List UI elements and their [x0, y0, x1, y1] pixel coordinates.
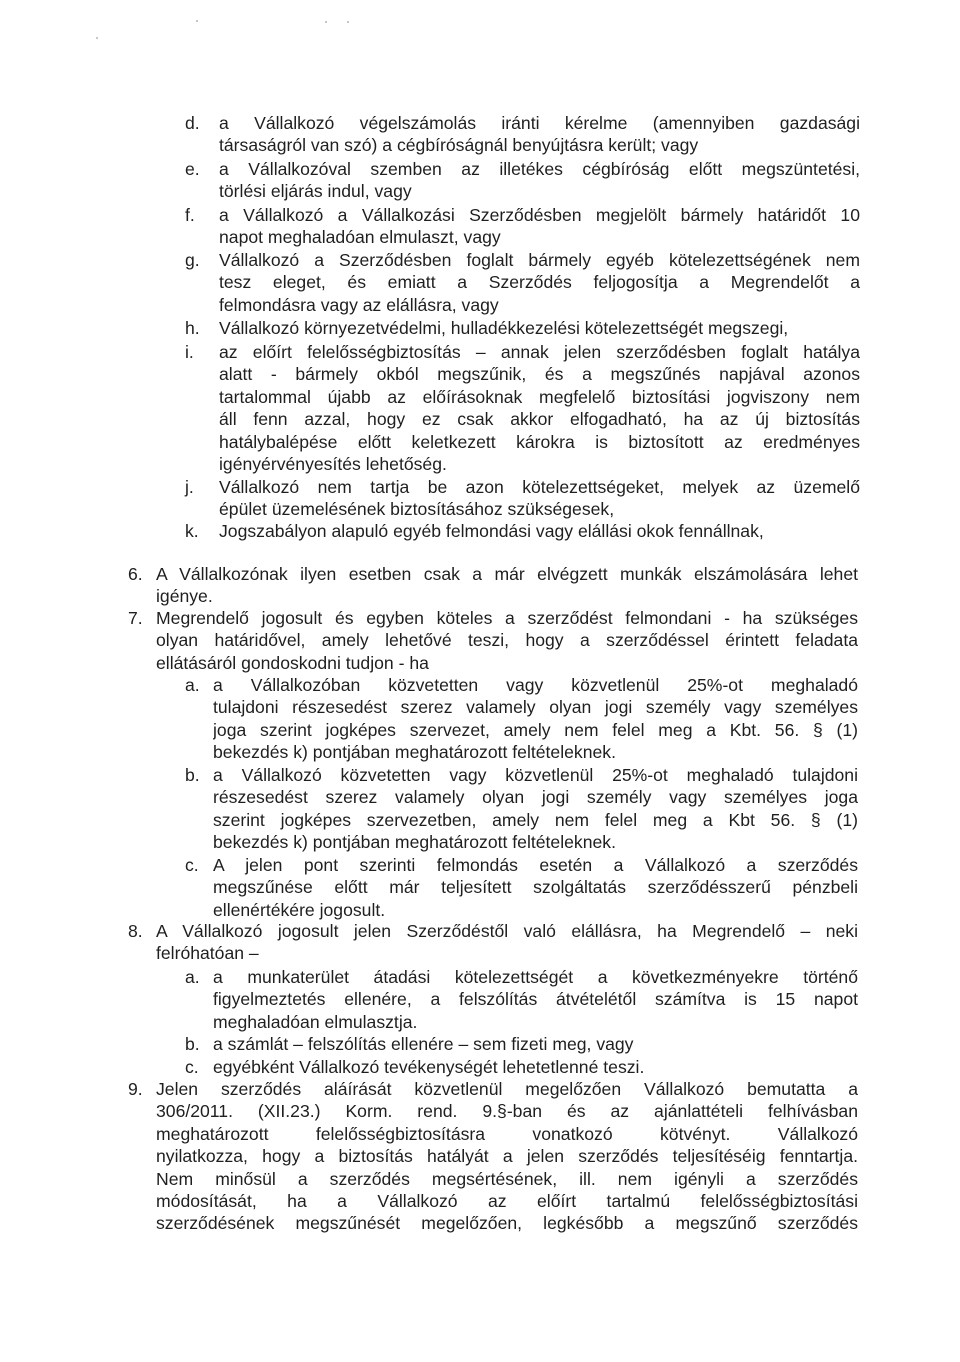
text-line: megszűnése előtt már teljesített szolgáltatás szerződésszerű pénzbeli — [213, 877, 858, 898]
text-line: Jogszabályon alapuló egyéb felmondási vagy elállási okok fennállnak, — [219, 521, 764, 541]
text-line: A Vállalkozónak ilyen esetben csak a már elvégzett munkák elszámolására lehet — [156, 564, 858, 584]
text-line: felróhatóan – — [156, 943, 259, 964]
list-item-e — [185, 158, 860, 203]
text-line: nyilatkozza, hogy a biztosítás hatályát a jelen szerződés teljesítéséig fenntartja. — [156, 1146, 858, 1167]
list-label: c. — [185, 1057, 199, 1077]
text-line: igényérvényesítés lehetőség. — [219, 453, 447, 474]
list-item-d — [185, 112, 860, 157]
list-item-g — [185, 249, 860, 316]
section-number: 9. — [128, 1079, 143, 1099]
scan-speck — [325, 21, 327, 23]
text-line: Vállalkozó környezetvédelmi, hulladékkezelési kötelezettségét megszegi, — [219, 318, 789, 338]
text-line: figyelmeztetés ellenére, a felszólítás átvételétől számítva is 15 napot — [213, 989, 858, 1010]
list-label: g. — [185, 250, 200, 270]
section-7-item-b — [185, 764, 858, 854]
text-line: igénye. — [156, 586, 213, 607]
section-7-item-a — [185, 674, 858, 764]
section-number: 6. — [128, 564, 143, 584]
section-6 — [128, 563, 858, 608]
section-7 — [128, 607, 858, 674]
text-line: társaságról van szó) a cégbíróságnál benyújtásra került; vagy — [219, 135, 699, 156]
section-number: 8. — [128, 921, 143, 941]
text-line: a Vállalkozó a Vállalkozási Szerződésben megjelölt bármely határidőt 10 — [219, 205, 860, 225]
list-label: b. — [185, 765, 200, 785]
list-label: i. — [185, 342, 194, 362]
list-label: a. — [185, 675, 200, 695]
text-line: áll fenn azzal, hogy ez csak akkor elfogadható, ha az új biztosítás — [219, 409, 860, 430]
scan-speck — [196, 20, 198, 22]
text-line: Vállalkozó a Szerződésben foglalt bármely egyéb kötelezettségének nem — [219, 250, 860, 270]
text-line: A jelen pont szerinti felmondás esetén a Vállalkozó a szerződés — [213, 855, 858, 875]
list-label: c. — [185, 855, 199, 875]
scan-speck — [347, 21, 349, 23]
list-label: j. — [185, 477, 194, 497]
text-line: meghaladóan elmulasztja. — [213, 1011, 418, 1032]
text-line: joga szerint jogképes szervezet, amely nem felel meg a Kbt. 56. § (1) — [213, 719, 858, 740]
list-label: e. — [185, 159, 200, 179]
text-line: bekezdés k) pontjában meghatározott feltételeknek. — [213, 832, 616, 853]
list-label: k. — [185, 521, 199, 541]
section-9 — [128, 1078, 858, 1235]
text-line: szerint jogképes szervezetben, amely nem felel meg a Kbt 56. § (1) — [213, 809, 858, 830]
list-label: f. — [185, 205, 195, 225]
list-item-h — [185, 317, 860, 339]
text-line: a munkaterület átadási kötelezettségét a következményekre történő — [213, 967, 858, 987]
section-8-item-b — [185, 1033, 858, 1055]
text-line: Vállalkozó nem tartja be azon kötelezettségeket, melyek az üzemelő — [219, 477, 860, 497]
text-line: egyébként Vállalkozó tevékenységét lehetetlenné teszi. — [213, 1057, 645, 1077]
text-line: napot meghaladóan elmulaszt, vagy — [219, 227, 501, 248]
text-line: Nem minősül a szerződés megsértésének, ill. nem igényli a szerződés — [156, 1168, 858, 1189]
scan-speck — [96, 37, 98, 39]
list-label: h. — [185, 318, 200, 338]
text-line: olyan határidővel, amely lehetővé teszi, hogy a szerződéssel érintett feladata — [156, 630, 858, 651]
text-line: módosítását, ha a Vállalkozó az előírt tartalmú felelősségbiztosítási — [156, 1190, 858, 1211]
text-line: törlési eljárás indul, vagy — [219, 181, 412, 202]
list-item-i — [185, 341, 860, 475]
list-label: d. — [185, 113, 200, 133]
text-line: szerződésének megszűnését megelőzően, legkésőbb a megszűnő szerződés — [156, 1213, 858, 1234]
text-line: részesedést szerez valamely olyan jogi személy vagy személyes joga — [213, 787, 858, 808]
text-line: a Vállalkozóval szemben az illetékes cégbíróság előtt megszüntetési, — [219, 159, 860, 179]
list-item-j — [185, 476, 860, 521]
text-line: a számlát – felszólítás ellenére – sem fizeti meg, vagy — [213, 1034, 634, 1054]
text-line: ellátásáról gondoskodni tudjon - ha — [156, 652, 429, 673]
section-8-item-a — [185, 966, 858, 1033]
text-line: a Vállalkozó végelszámolás iránti kérelme (amennyiben gazdasági — [219, 113, 860, 133]
text-line: tartalommal újabb az előírásoknak megfelelő biztosítási jogviszony nem — [219, 386, 860, 407]
section-number: 7. — [128, 608, 143, 628]
text-line: a Vállalkozó közvetetten vagy közvetlenül 25%-ot meghaladó tulajdoni — [213, 765, 858, 785]
list-label: a. — [185, 967, 200, 987]
list-item-f — [185, 204, 860, 249]
text-line: A Vállalkozó jogosult jelen Szerződéstől való elállásra, ha Megrendelő – neki — [156, 921, 858, 941]
text-line: bekezdés k) pontjában meghatározott feltételeknek. — [213, 742, 616, 763]
text-line: a Vállalkozóban közvetetten vagy közvetlenül 25%-ot meghaladó — [213, 675, 858, 695]
text-line: hatálybalépése előtt keletkezett károkra is biztosított az eredményes — [219, 431, 860, 452]
list-label: b. — [185, 1034, 200, 1054]
section-8 — [128, 920, 858, 965]
text-line: épület üzemelésének biztosításához szükségesek, — [219, 499, 615, 520]
text-line: tulajdoni részesedést szerez valamely olyan jogi személy vagy személyes — [213, 697, 858, 718]
text-line: tesz eleget, és emiatt a Szerződés feljogosítja a Megrendelőt a — [219, 272, 860, 293]
text-line: Jelen szerződés aláírását közvetlenül megelőzően Vállalkozó bemutatta a — [156, 1079, 858, 1099]
text-line: ellenértékére jogosult. — [213, 899, 386, 920]
list-item-k — [185, 520, 860, 542]
section-7-item-c — [185, 854, 858, 921]
section-8-item-c — [185, 1056, 858, 1078]
text-line: 306/2011. (XII.23.) Korm. rend. 9.§-ban és az ajánlattételi felhívásban — [156, 1101, 858, 1122]
text-line: alatt - bármely okból megszűnik, és a megszűnés napjával azonos — [219, 364, 860, 385]
text-line: meghatározott felelősségbiztosításra vonatkozó kötvényt. Vállalkozó — [156, 1123, 858, 1144]
text-line: az előírt felelősségbiztosítás – annak jelen szerződésben foglalt hatálya — [219, 342, 860, 362]
text-line: Megrendelő jogosult és egyben köteles a szerződést felmondani - ha szükséges — [156, 608, 858, 628]
text-line: felmondásra vagy az elállásra, vagy — [219, 294, 499, 315]
